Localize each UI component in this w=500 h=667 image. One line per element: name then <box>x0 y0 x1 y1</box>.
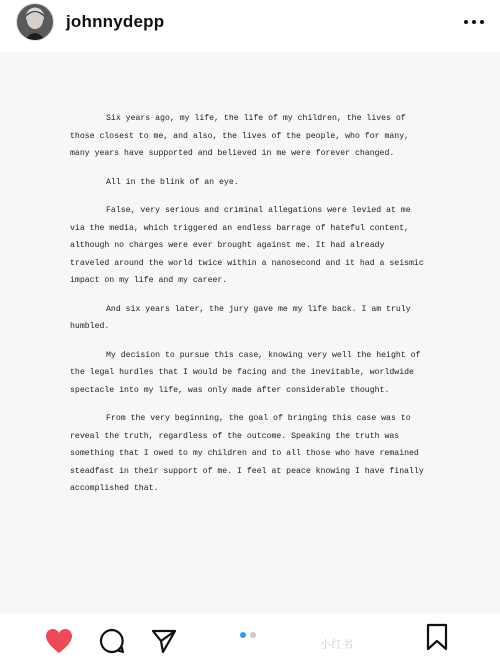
carousel-dot <box>250 632 256 638</box>
username[interactable]: johnnydepp <box>66 12 165 31</box>
send-icon[interactable] <box>150 627 178 655</box>
letter-paragraph-2: All in the blink of an eye. <box>106 177 239 187</box>
letter-paragraph-6: From the very beginning, the goal of bringing this case was to reveal the truth, regardless of the outcome. Speaking the truth was something that I owed to my children and to all those who have remained steadfast in their support of me. I feel at peace knowing I have finally accomplished that. <box>70 414 424 493</box>
avatar[interactable] <box>16 3 54 41</box>
letter-text <box>70 110 426 509</box>
carousel-dot-active <box>240 632 246 638</box>
letter-paragraph-3: False, very serious and criminal allegations were levied at me via the media, which triggered an endless barrage of hateful content, although no charges were ever brought against me. It had already traveled around the world twice within a nanosecond and it had a seismic impact on my life and my career. <box>70 206 424 285</box>
more-icon[interactable] <box>464 12 484 32</box>
letter-paragraph-1: Six years ago, my life, the life of my children, the lives of those closest to me, and also, the lives of the people, who for many, many years have supported and believed in me were forever changed. <box>70 114 410 158</box>
carousel-indicator <box>240 632 256 638</box>
comment-icon[interactable] <box>98 627 126 655</box>
bookmark-icon[interactable] <box>424 622 450 657</box>
avatar-portrait <box>17 4 53 40</box>
letter-paragraph-4: And six years later, the jury gave me my life back. I am truly humbled. <box>70 304 411 331</box>
watermark: 小红书 <box>320 638 353 651</box>
heart-icon[interactable] <box>44 627 74 655</box>
letter-paragraph-5: My decision to pursue this case, knowing very well the height of the legal hurdles that I would be facing and the inevitable, worldwide spectacle into my life, was only made after considerable thought. <box>70 350 421 395</box>
post-header <box>0 0 500 44</box>
post-image <box>0 52 500 614</box>
